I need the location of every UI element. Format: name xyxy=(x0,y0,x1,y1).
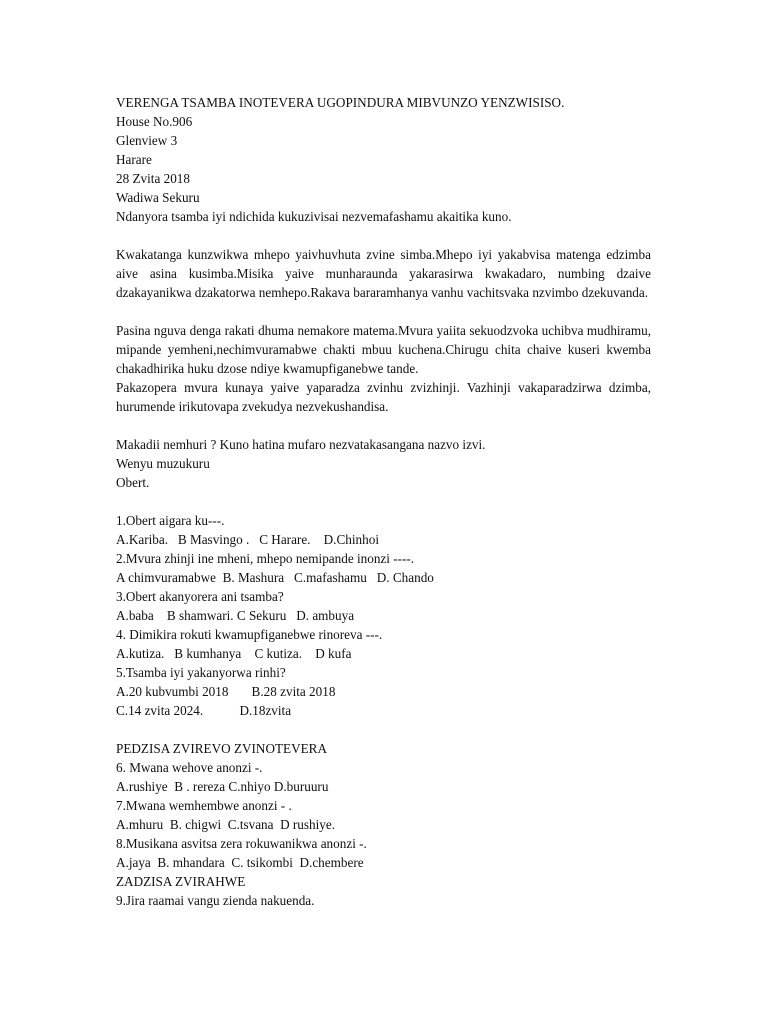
answer-options: A.rushiye B . rereza C.nhiyo D.buruuru xyxy=(116,779,329,794)
spacer xyxy=(116,416,651,435)
address-line-3: Harare xyxy=(116,152,152,167)
answer-options: A.kutiza. B kumhanya C kutiza. D kufa xyxy=(116,646,352,661)
spacer xyxy=(116,226,651,245)
answer-options: C.14 zvita 2024. D.18zvita xyxy=(116,703,292,718)
letter-paragraph-2: Pasina nguva denga rakati dhuma nemakore matema.Mvura yaiita sekuodzvoka uchibva mudhiramu, mipande yemheni,nechimvuramabwe chakti mbuu kuchena.Chirugu chita chaive kuseri kwemba chakadhirika huku dzose ndiye kwamupfiganebwe tande. xyxy=(116,323,651,376)
question-line: 2.Mvura zhinji ine mheni, mhepo nemipande inonzi ----. xyxy=(116,551,415,566)
question-line: 9.Jira raamai vangu zienda nakuenda. xyxy=(116,893,315,908)
answer-options: A.Kariba. B Masvingo . C Harare. D.Chinhoi xyxy=(116,532,379,547)
spacer xyxy=(116,302,651,321)
answer-options: A.mhuru B. chigwi C.tsvana D rushiye. xyxy=(116,817,336,832)
letter-question: Makadii nemhuri ? Kuno hatina mufaro nezvatakasangana nazvo izvi. xyxy=(116,437,486,452)
spacer xyxy=(116,720,651,739)
question-line: 8.Musikana asvitsa zera rokuwanikwa anonzi -. xyxy=(116,836,367,851)
letter-signature: Obert. xyxy=(116,475,150,490)
letter-greeting: Wadiwa Sekuru xyxy=(116,190,200,205)
question-line: 3.Obert akanyorera ani tsamba? xyxy=(116,589,284,604)
answer-options: A.jaya B. mhandara C. tsikombi D.chembere xyxy=(116,855,364,870)
letter-closing: Wenyu muzukuru xyxy=(116,456,210,471)
question-line: 4. Dimikira rokuti kwamupfiganebwe rinoreva ---. xyxy=(116,627,383,642)
document-page xyxy=(116,93,651,910)
section-title: ZADZISA ZVIRAHWE xyxy=(116,874,246,889)
spacer xyxy=(116,492,651,511)
question-line: 6. Mwana wehove anonzi -. xyxy=(116,760,263,775)
answer-options: A.baba B shamwari. C Sekuru D. ambuya xyxy=(116,608,355,623)
question-line: 7.Mwana wemhembwe anonzi - . xyxy=(116,798,292,813)
answer-options: A.20 kubvumbi 2018 B.28 zvita 2018 xyxy=(116,684,336,699)
section-title: PEDZISA ZVIREVO ZVINOTEVERA xyxy=(116,741,327,756)
letter-date: 28 Zvita 2018 xyxy=(116,171,190,186)
letter-heading: VERENGA TSAMBA INOTEVERA UGOPINDURA MIBVUNZO YENZWISISO. xyxy=(116,95,565,110)
letter-paragraph-3: Pakazopera mvura kunaya yaive yaparadza zvinhu zvizhinji. Vazhinji vakaparadzirwa dzimba, hurumende irikutovapa zvekudya nezvekushandisa. xyxy=(116,380,651,414)
question-line: 5.Tsamba iyi yakanyorwa rinhi? xyxy=(116,665,286,680)
letter-paragraph-1: Kwakatanga kunzwikwa mhepo yaivhuvhuta zvine simba.Mhepo iyi yakabvisa matenga edzimba aive asina kusimba.Misika yaive munharaunda yakarasirwa kwakadaro, numbing dzaive dzakayanikwa dzakatorwa nemhepo.Rakava bararamhanya vanhu vachitsvaka nzvimbo dzekuvanda. xyxy=(116,247,651,300)
letter-opening: Ndanyora tsamba iyi ndichida kukuzivisai nezvemafashamu akaitika kuno. xyxy=(116,209,512,224)
answer-options: A chimvuramabwe B. Mashura C.mafashamu D. Chando xyxy=(116,570,434,585)
address-line-1: House No.906 xyxy=(116,114,193,129)
question-line: 1.Obert aigara ku---. xyxy=(116,513,225,528)
address-line-2: Glenview 3 xyxy=(116,133,178,148)
